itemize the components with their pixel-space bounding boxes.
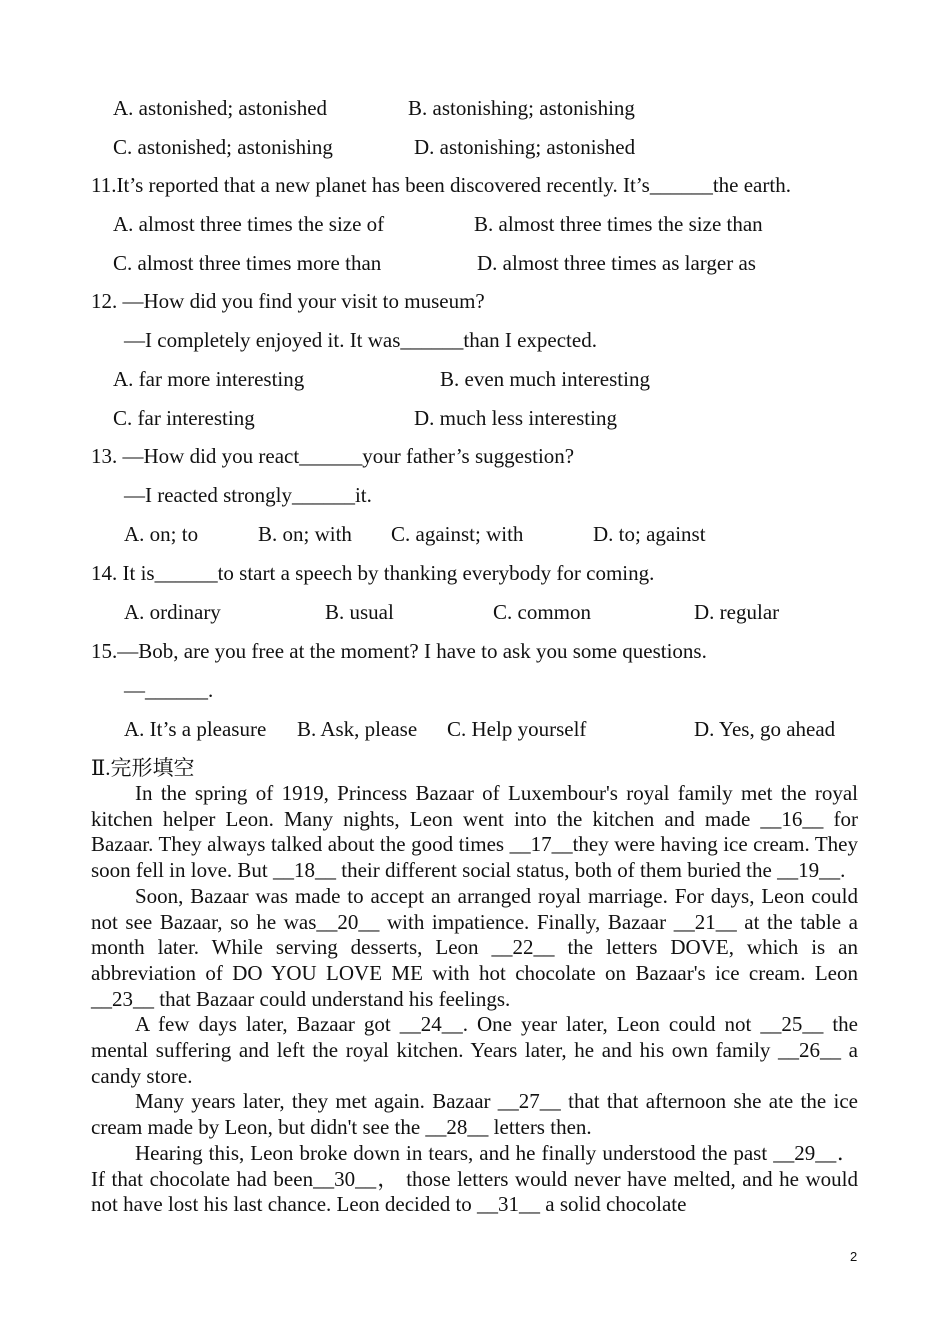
q12-option-b: B. even much interesting <box>440 367 650 391</box>
passage-paragraph-5: Hearing this, Leon broke down in tears, and he finally understood the past __29__． If that chocolate had been__30__， those letters would never have melted, and he would not have lost his last chance. Leon decided to __31__ a solid chocolate <box>91 1140 858 1217</box>
q13-stem: 13. —How did you react______your father’s suggestion? <box>91 444 575 468</box>
q14-option-b: B. usual <box>325 600 394 624</box>
q11-options-row-2 <box>0 251 950 275</box>
q10-option-b: B. astonishing; astonishing <box>408 96 635 120</box>
q12-stem: 12. —How did you find your visit to museum? <box>91 289 485 313</box>
q15-reply: —______. <box>124 678 214 702</box>
passage-paragraph-4: Many years later, they met again. Bazaar __27__ that that afternoon she ate the ice cream made by Leon, but didn't see the __28__ letters then. <box>91 1089 858 1140</box>
q14-option-d: D. regular <box>694 600 780 624</box>
q14-options-row <box>0 600 950 624</box>
q10-option-d: D. astonishing; astonished <box>414 135 636 159</box>
q10-option-c: C. astonished; astonishing <box>113 135 333 159</box>
q13-option-d: D. to; against <box>593 522 706 546</box>
q10-options-row-1 <box>0 96 950 120</box>
q12-option-d: D. much less interesting <box>414 406 617 430</box>
page-number: 2 <box>850 1249 858 1264</box>
q15-option-a: A. It’s a pleasure <box>124 717 267 741</box>
q10-option-a: A. astonished; astonished <box>113 96 328 120</box>
q15-options-row <box>0 717 950 741</box>
passage-paragraph-3: A few days later, Bazaar got __24__. One year later, Leon could not __25__ the mental suffering and left the royal kitchen. Years later, he and his own family __26__ a candy store. <box>91 1012 858 1088</box>
q10-options-row-2 <box>0 135 950 159</box>
q11-option-d: D. almost three times as larger as <box>477 251 756 275</box>
passage-paragraph-1: In the spring of 1919, Princess Bazaar of Luxembour's royal family met the royal kitchen helper Leon. Many nights, Leon went into the kitchen and made __16__ for Bazaar. They always talked about the good times __17__they were having ice cream. They soon fell in love. But __18__ their different social status, both of them buried the __19__. <box>91 781 858 883</box>
q12-reply: —I completely enjoyed it. It was______than I expected. <box>124 328 597 352</box>
q11-option-a: A. almost three times the size of <box>113 212 385 236</box>
q11-stem: 11.It’s reported that a new planet has been discovered recently. It’s______the earth. <box>91 173 791 197</box>
q11-option-b: B. almost three times the size than <box>474 212 763 236</box>
q13-reply: —I reacted strongly______it. <box>124 483 372 507</box>
q15-option-c: C. Help yourself <box>447 717 587 741</box>
section-heading-cloze: Ⅱ.完形填空 <box>91 756 195 780</box>
passage-paragraph-2: Soon, Bazaar was made to accept an arranged royal marriage. For days, Leon could not see Bazaar, so he was__20__ with impatience. Finally, Bazaar __21__ at the table a month later. While serving desserts, Leon __22__ the letters DOVE, which is an abbreviation of DO YOU LOVE ME with hot chocolate on Bazaar's ice cream. Leon __23__ that Bazaar could understand his feelings. <box>91 883 858 1011</box>
q11-options-row-1 <box>0 212 950 236</box>
q12-option-a: A. far more interesting <box>113 367 305 391</box>
q14-stem: 14. It is______to start a speech by thanking everybody for coming. <box>91 561 655 585</box>
q13-option-b: B. on; with <box>258 522 352 546</box>
q13-option-c: C. against; with <box>391 522 524 546</box>
q12-option-c: C. far interesting <box>113 406 255 430</box>
q14-option-a: A. ordinary <box>124 600 221 624</box>
cloze-passage <box>91 781 858 1218</box>
q14-option-c: C. common <box>493 600 591 624</box>
q15-option-b: B. Ask, please <box>297 717 418 741</box>
q13-options-row <box>0 522 950 546</box>
q12-options-row-1 <box>0 367 950 391</box>
q15-option-d: D. Yes, go ahead <box>694 717 836 741</box>
q13-option-a: A. on; to <box>124 522 199 546</box>
q11-option-c: C. almost three times more than <box>113 251 382 275</box>
q12-options-row-2 <box>0 406 950 430</box>
q15-stem: 15.—Bob, are you free at the moment? I have to ask you some questions. <box>91 639 707 663</box>
